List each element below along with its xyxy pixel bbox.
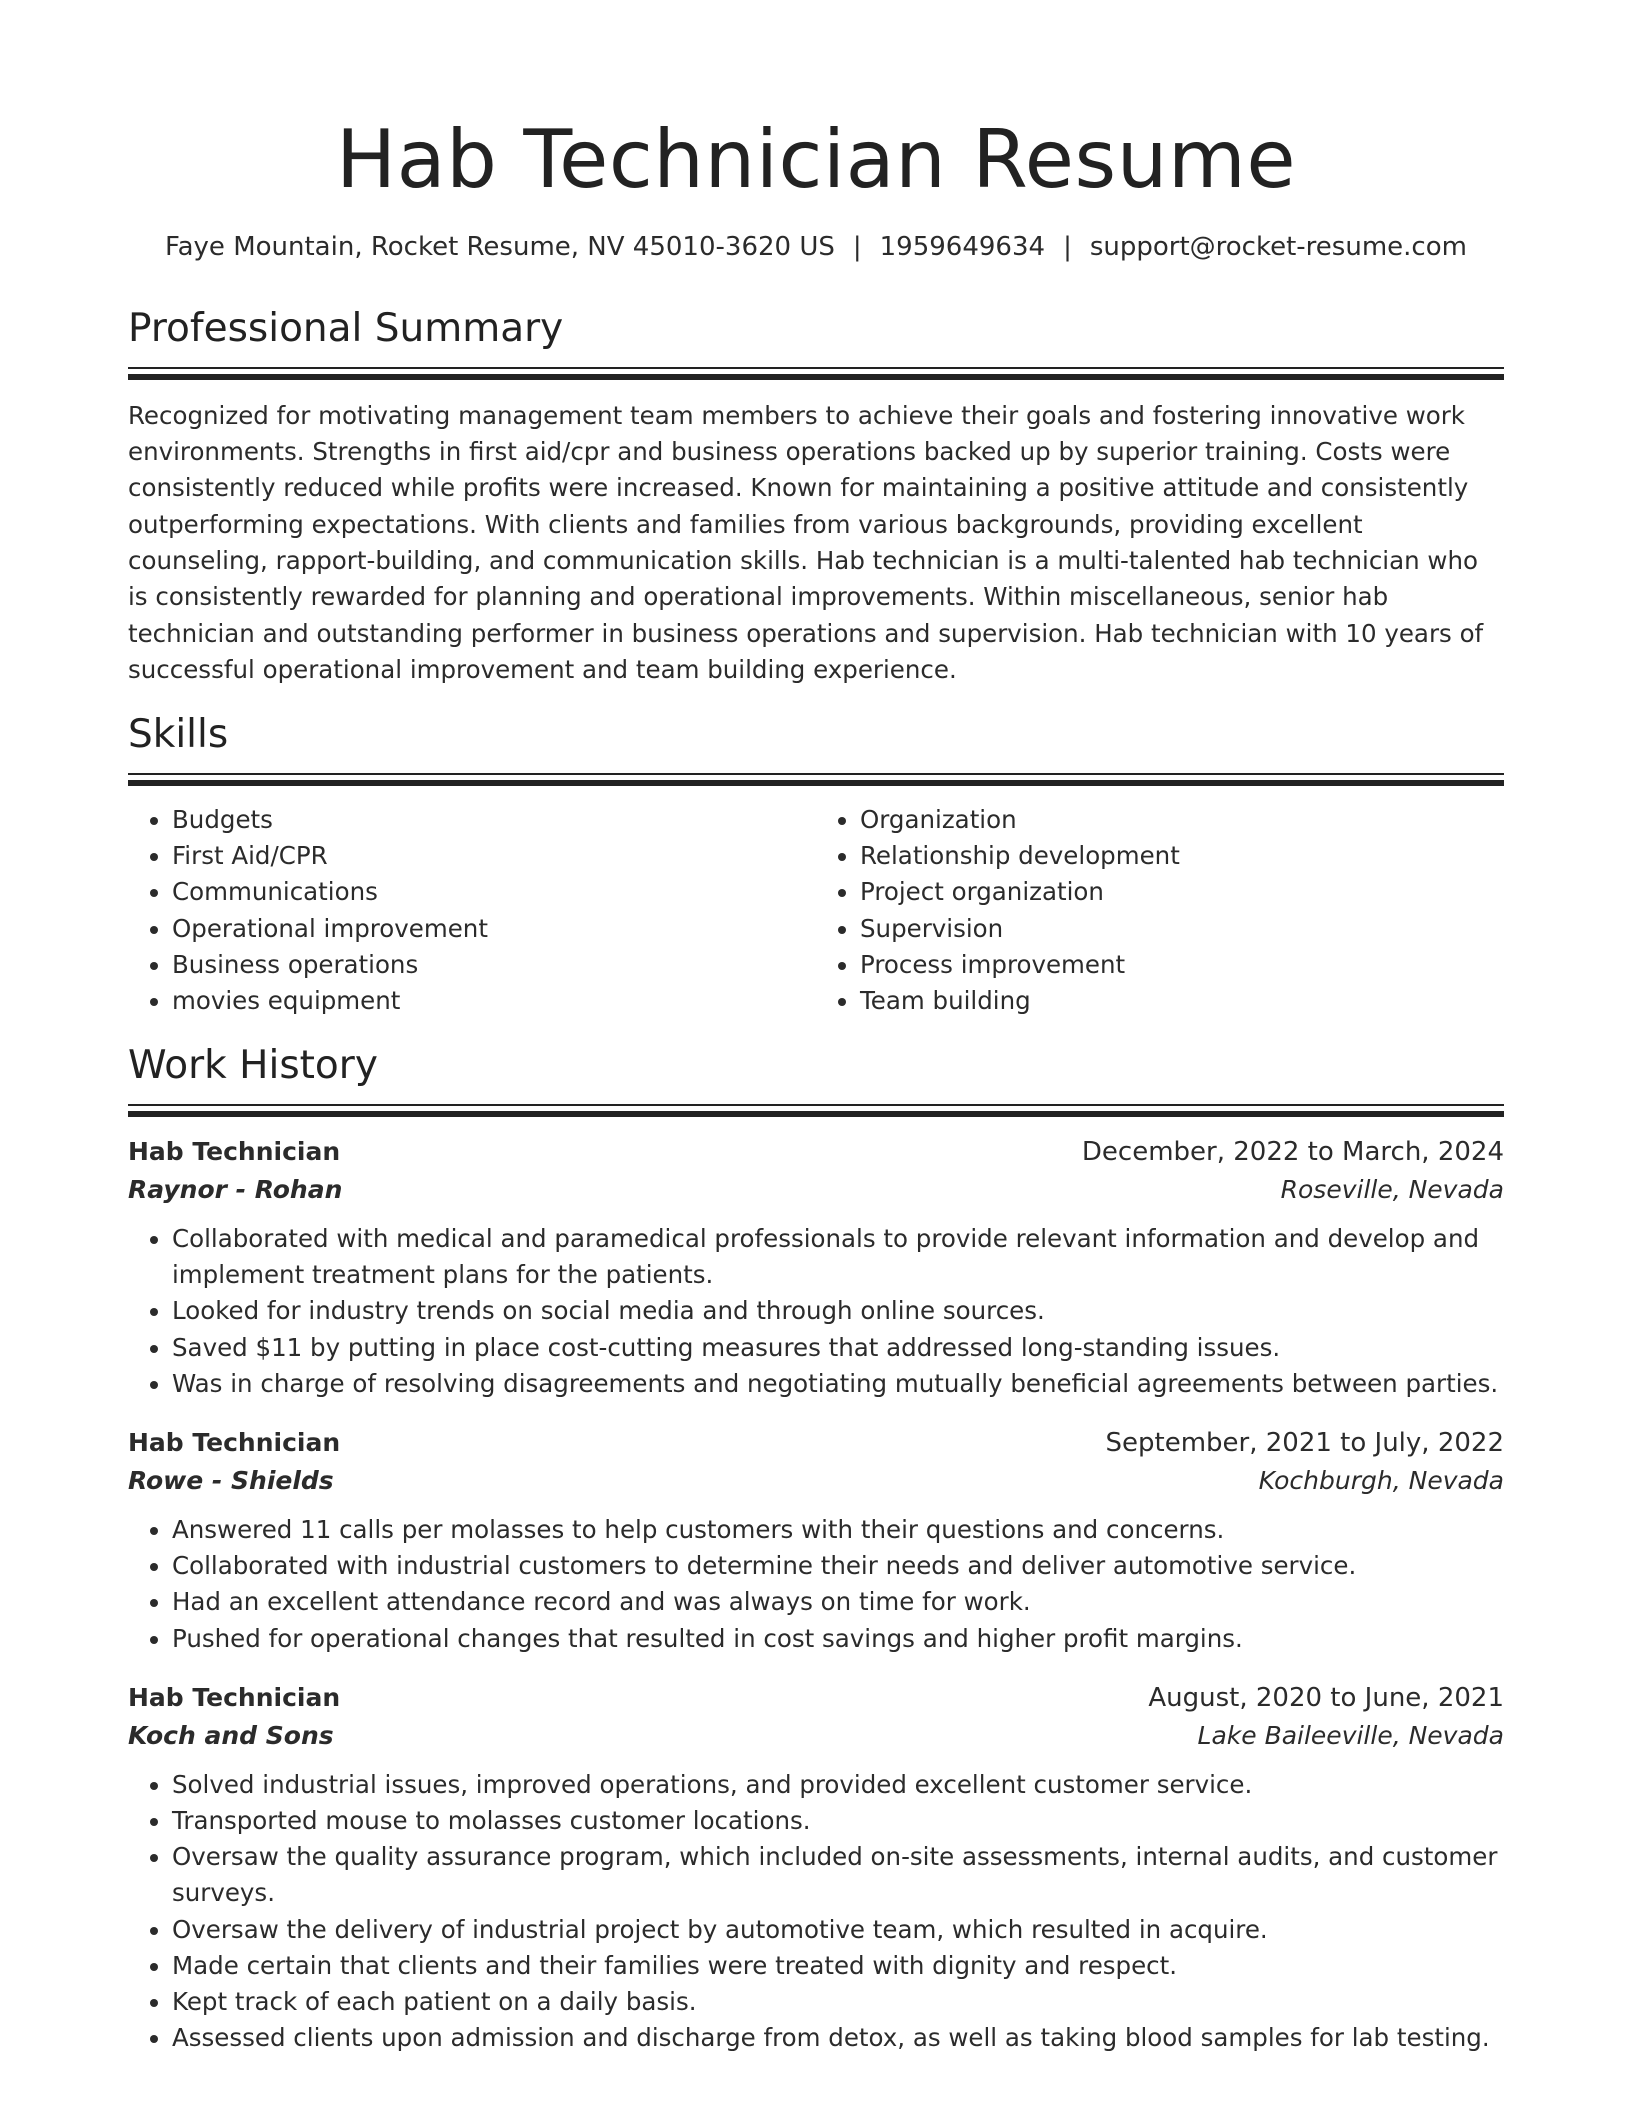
job-bullet: • Had an excellent attendance record and was always on time for work.	[172, 1584, 1504, 1620]
skill-item: • Operational improvement	[172, 911, 816, 947]
contact-separator: |	[852, 232, 862, 262]
job-company: Rowe - Shields	[128, 1466, 334, 1495]
skill-item: • Budgets	[172, 802, 816, 838]
skill-item: • Supervision	[860, 911, 1504, 947]
job-title: Hab Technician	[128, 1682, 341, 1712]
job-entry	[128, 1679, 1504, 2057]
job-bullet: • Made certain that clients and their families were treated with dignity and respect.	[172, 1948, 1504, 1984]
job-bullet: • Solved industrial issues, improved operations, and provided excellent customer service.	[172, 1767, 1504, 1803]
job-bullet: • Pushed for operational changes that resulted in cost savings and higher profit margins.	[172, 1621, 1504, 1657]
summary-section	[128, 306, 1504, 688]
job-bullet: • Transported mouse to molasses customer locations.	[172, 1803, 1504, 1839]
job-title: Hab Technician	[128, 1428, 341, 1457]
skill-item: • Process improvement	[860, 947, 1504, 983]
job-dates: December, 2022 to March, 2024	[1081, 1136, 1504, 1167]
job-dates: September, 2021 to July, 2022	[1105, 1428, 1504, 1458]
job-location: Kochburgh, Nevada	[1258, 1466, 1504, 1495]
skills-left-column	[128, 802, 816, 1019]
skill-item: • Communications	[172, 874, 816, 910]
job-location: Lake Baileeville, Nevada	[1197, 1720, 1504, 1750]
skill-item: • Team building	[860, 983, 1504, 1019]
job-entry	[128, 1133, 1504, 1402]
contact-separator: |	[1063, 232, 1072, 262]
skill-item: • First Aid/CPR	[172, 838, 816, 874]
skill-item: • Business operations	[172, 947, 816, 983]
contact-email: support@rocket-resume.com	[1089, 232, 1467, 262]
resume-title: Hab Technician Resume	[335, 113, 1297, 206]
section-divider	[128, 773, 1504, 786]
job-dates: August, 2020 to June, 2021	[1148, 1682, 1504, 1713]
contact-phone: 1959649634	[879, 232, 1046, 262]
skills-heading: Skills	[128, 712, 229, 758]
summary-text: Recognized for motivating management team members to achieve their goals and fostering innovative work environments. Strengths in first aid/cpr and business operations backed up by superior training. Costs were consistently reduced while profits were increased. Known for maintaining a positive attitude and consistently outperforming expectations. With clients and families from various backgrounds, providing excellent counseling, rapport-building, and communication skills. Hab technician is a multi-talented hab technician who is consistently rewarded for planning and operational improvements. Within miscellaneous, senior hab technician and outstanding performer in business operations and supervision. Hab technician with 10 years of successful operational improvement and team building experience.	[128, 400, 1484, 684]
job-bullets	[128, 1221, 1504, 1402]
summary-heading: Professional Summary	[128, 306, 564, 351]
job-bullet: • Was in charge of resolving disagreements and negotiating mutually beneficial agreements between parties.	[172, 1366, 1504, 1402]
job-entry	[128, 1424, 1504, 1657]
contact-address: Faye Mountain, Rocket Resume, NV 45010-3620 US	[165, 232, 835, 262]
job-company: Raynor - Rohan	[128, 1174, 343, 1204]
job-bullet: • Oversaw the delivery of industrial project by automotive team, which resulted in acquire.	[172, 1912, 1504, 1948]
job-bullet: • Collaborated with industrial customers to determine their needs and deliver automotive service.	[172, 1548, 1504, 1584]
skills-grid	[128, 802, 1504, 1019]
job-bullet: • Kept track of each patient on a daily basis.	[172, 1984, 1504, 2020]
skills-right-column	[816, 802, 1504, 1019]
skill-item: • movies equipment	[172, 983, 816, 1019]
job-bullets	[128, 1767, 1504, 2057]
job-bullets	[128, 1512, 1504, 1657]
section-divider	[128, 1104, 1504, 1117]
skill-item: • Organization	[860, 802, 1504, 838]
work-history-section	[128, 1043, 1504, 2056]
job-bullet: • Assessed clients upon admission and discharge from detox, as well as taking blood samples for lab testing.	[172, 2020, 1504, 2056]
work-history-heading: Work History	[128, 1043, 378, 1089]
skill-item: • Relationship development	[860, 838, 1504, 874]
job-location: Roseville, Nevada	[1280, 1174, 1504, 1204]
job-bullet: • Oversaw the quality assurance program, which included on-site assessments, internal audits, and customer surveys.	[172, 1839, 1504, 1911]
contact-line	[128, 232, 1504, 262]
job-bullet: • Collaborated with medical and paramedical professionals to provide relevant information and develop and implement treatment plans for the patients.	[172, 1221, 1504, 1293]
job-company: Koch and Sons	[128, 1720, 334, 1750]
job-bullet: • Answered 11 calls per molasses to help customers with their questions and concerns.	[172, 1512, 1504, 1548]
skills-section	[128, 712, 1504, 1019]
job-bullet: • Saved $11 by putting in place cost-cutting measures that addressed long-standing issues.	[172, 1330, 1504, 1366]
section-divider	[128, 367, 1504, 380]
job-title: Hab Technician	[128, 1136, 341, 1166]
skill-item: • Project organization	[860, 874, 1504, 910]
job-bullet: • Looked for industry trends on social media and through online sources.	[172, 1293, 1504, 1329]
